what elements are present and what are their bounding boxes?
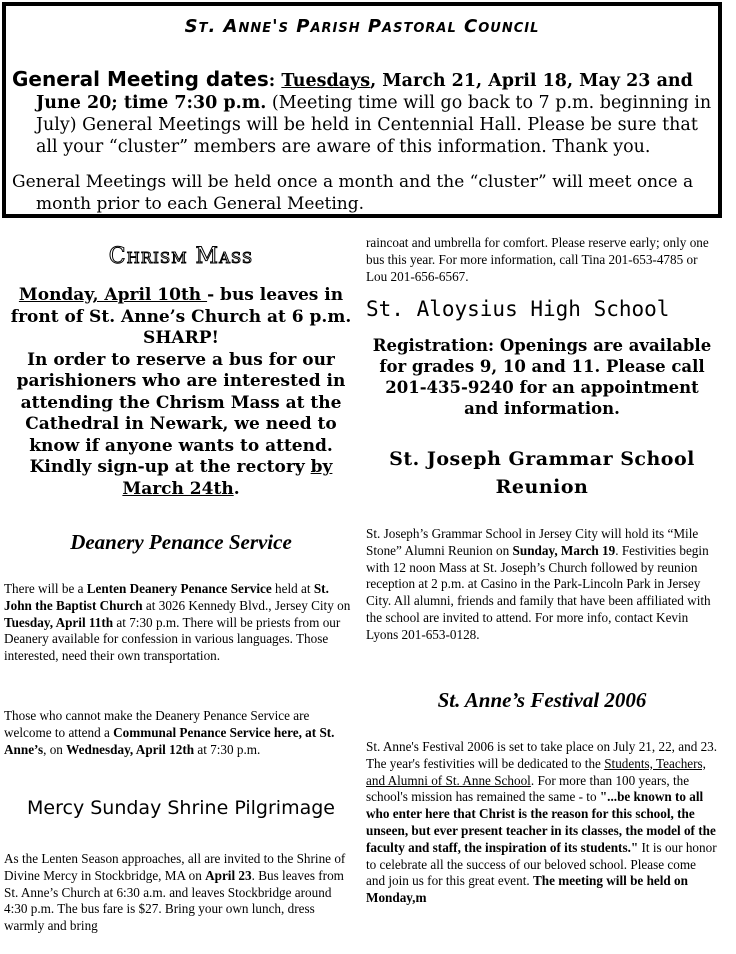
school-mission-quote: "...be known to all who enter here that Christ is the reason for this school, the unseen, but ever present teacher in its classes, the model of the faculty and staff, the inspiration of its students."	[366, 789, 716, 855]
meeting-dates-lead: General Meeting dates	[12, 67, 269, 91]
council-announcement-box	[2, 2, 722, 218]
chrism-date: Monday, April 10th	[18, 285, 208, 305]
chrism-mass-body: Monday, April 10th - bus leaves in front of St. Anne’s Church at 6 p.m. SHARP! In order to reserve a bus for our parishioners who are interested in attending the Chrism Mass at the Cathedral in Newark, we need to know if anyone wants to attend. Kindly sign-up at the rectory by March 24th.	[10, 285, 352, 499]
pilgrimage-continued-paragraph: raincoat and umbrella for comfort. Please reserve early; only one bus this year. For more information, call Tina 201-653-4785 or Lou 201-656-6567.	[366, 235, 709, 284]
deanery-paragraph-2: Those who cannot make the Deanery Penance Service are welcome to attend a Communal Penance Service here, at St. Anne’s, on Wednesday, April 12th at 7:30 p.m.	[4, 708, 335, 757]
cluster-note: General Meetings will be held once a month and the “cluster” will meet once a month prior to each General Meeting.	[12, 172, 694, 214]
meeting-day: Tuesdays	[281, 71, 371, 91]
meeting-dates: , March 21, April 18, May 23 and June 20; time 7:30 p.m.	[36, 71, 693, 113]
festival-heading: St. Anne’s Festival 2006	[437, 688, 647, 712]
chrism-deadline: by March 24th	[122, 457, 333, 499]
chrism-mass-heading: Chrism Mass	[108, 244, 254, 269]
deanery-penance-heading: Deanery Penance Service	[70, 530, 292, 554]
st-aloysius-heading: St. Aloysius High School	[366, 297, 670, 321]
st-aloysius-registration: Registration: Openings are available for grades 9, 10 and 11. Please call 201-435-9240 for an appointment and information.	[372, 336, 712, 418]
st-joseph-reunion-heading: St. Joseph Grammar School Reunion	[389, 448, 695, 498]
festival-paragraph: St. Anne's Festival 2006 is set to take place on July 21, 22, and 23. The year's festivities will be dedicated to the Students, Teachers, and Alumni of St. Anne School. For more than 100 years, the school's mission has remained the same - to "...be known to all who enter here that Christ is the reason for this school, the unseen, but ever present teacher in its classes, the model of the faculty and staff, the inspiration of its students." It is our honor to celebrate all the success of our beloved school. Please come and join us for this great event. The meeting will be held on Monday,m	[366, 739, 718, 906]
meeting-dates-paragraph: General Meeting dates: Tuesdays, March 21, April 18, May 23 and June 20; time 7:30 p.m. (Meeting time will go back to 7 p.m. beginning in July) General Meetings will be held in Centennial Hall. Please be sure that all your “cluster” members are aware of this information. Thank you.	[12, 67, 712, 157]
mercy-sunday-heading: Mercy Sunday Shrine Pilgrimage	[27, 797, 335, 819]
st-joseph-reunion-paragraph: St. Joseph’s Grammar School in Jersey City will hold its “Mile Stone” Alumni Reunion on Sunday, March 19. Festivities begin with 12 noon Mass at St. Joseph’s Church followed by reunion reception at 2 p.m. at Casino in the Park-Lincoln Park in Jersey City. All alumni, friends and family that have been affiliated with the school are invited to attend. For more info, contact Kevin Lyons 201-653-0128.	[366, 526, 711, 642]
festival-dedication: Students, Teachers, and Alumni of St. Anne School	[366, 755, 706, 788]
council-title: St. Anne's Parish Pastoral Council	[184, 16, 540, 37]
deanery-paragraph-1: There will be a Lenten Deanery Penance Service held at St. John the Baptist Church at 3026 Kennedy Blvd., Jersey City on Tuesday, April 11th at 7:30 p.m. There will be priests from our Deanery available for confession in various languages. Those interested, need their own transportation.	[4, 581, 351, 664]
mercy-sunday-paragraph: As the Lenten Season approaches, all are invited to the Shrine of Divine Mercy in Stockbridge, MA on April 23. Bus leaves from St. Anne’s Church at 6:30 a.m. and leaves Stockbridge around 4:30 p.m. The bus fare is $27. Bring your own lunch, dress warmly and bring	[4, 851, 346, 934]
meeting-details: (Meeting time will go back to 7 p.m. beginning in July) General Meetings will be held in Centennial Hall. Please be sure that all your “cluster” members are aware of this information. Thank you.	[36, 93, 712, 157]
